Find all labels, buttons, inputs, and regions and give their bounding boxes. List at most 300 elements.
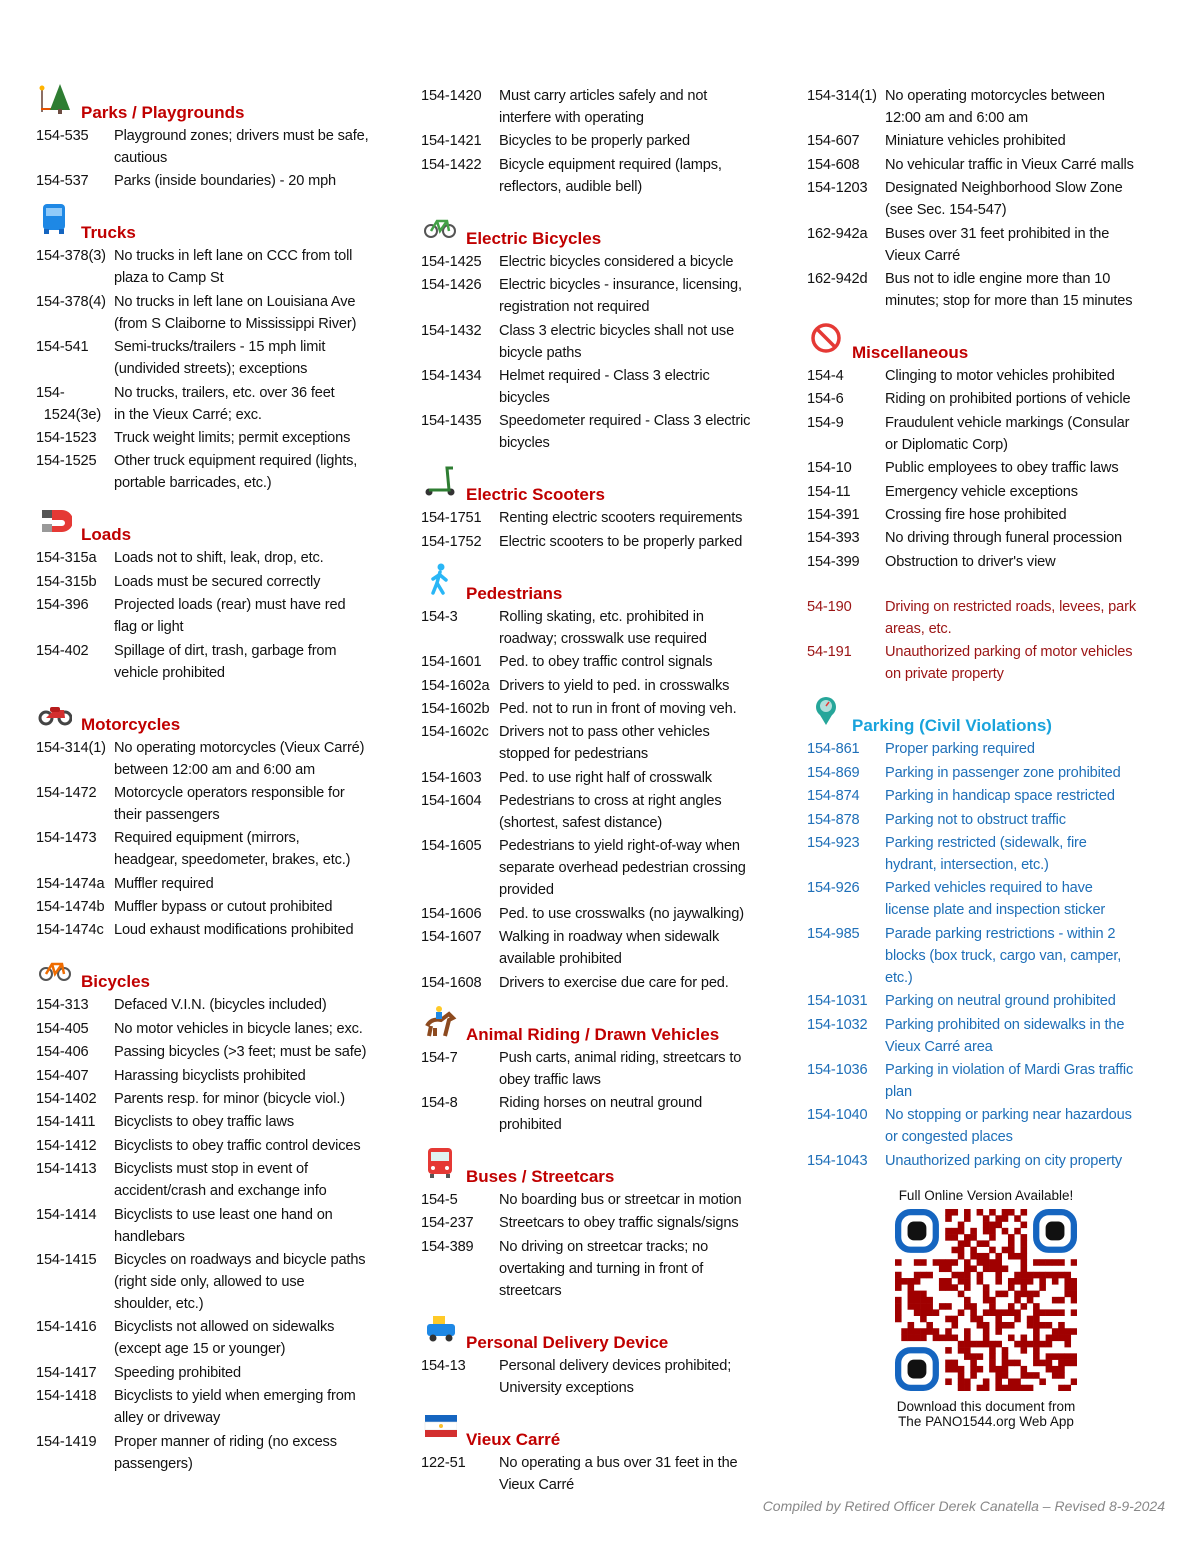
pedestrian-icon xyxy=(423,563,457,597)
ordinance-code: 154-1602a xyxy=(421,677,490,694)
ordinance-row xyxy=(36,382,401,426)
section-loads xyxy=(36,524,401,683)
section-electric-bicycles xyxy=(421,228,786,455)
ordinance-row xyxy=(421,1212,786,1234)
ordinance-description: No vehicular traffic in Vieux Carré malls xyxy=(885,156,1134,173)
ordinance-row xyxy=(36,737,401,781)
ordinance-code: 54-190 xyxy=(807,599,852,616)
ordinance-code: 154-405 xyxy=(36,1020,89,1037)
ordinance-description: Pedestrians to yield right-of-way when separate overhead pedestrian crossing provided xyxy=(499,838,746,899)
footer-credit: Compiled by Retired Officer Derek Canatella – Revised 8-9-2024 xyxy=(762,1498,1165,1514)
ordinance-description: Ped. not to run in front of moving veh. xyxy=(499,700,737,717)
ordinance-description: Spillage of dirt, trash, garbage from vehicle prohibited xyxy=(114,642,337,681)
ordinance-code: 154-874 xyxy=(807,788,860,805)
ordinance-row xyxy=(807,1014,1172,1058)
section-title: Vieux Carré xyxy=(466,1429,561,1449)
section-miscellaneous xyxy=(807,342,1172,686)
ordinance-description: Passing bicycles (>3 feet; must be safe) xyxy=(114,1044,367,1061)
ordinance-code: 154-985 xyxy=(807,925,860,942)
ordinance-row xyxy=(807,832,1172,876)
ordinance-row xyxy=(807,762,1172,784)
ordinance-code: 154-393 xyxy=(807,530,860,547)
ordinance-code: 154-869 xyxy=(807,764,860,781)
ordinance-row xyxy=(421,767,786,789)
ordinance-description: Renting electric scooters requirements xyxy=(499,510,743,527)
ordinance-row xyxy=(421,130,786,152)
ordinance-row xyxy=(421,835,786,901)
ordinance-description: Parks (inside boundaries) - 20 mph xyxy=(114,173,337,190)
section-heading xyxy=(421,1166,786,1188)
ordinance-code: 154-1474c xyxy=(36,922,104,939)
ordinance-description: Proper manner of riding (no excess passengers) xyxy=(114,1433,337,1472)
ordinance-row xyxy=(36,873,401,895)
ordinance-description: Bicycles on roadways and bicycle paths (right side only, allowed to use shoulder, etc.) xyxy=(114,1251,366,1312)
ordinance-description: Bicyclists to use least one hand on handlebars xyxy=(114,1206,333,1245)
ordinance-row xyxy=(421,790,786,834)
section-heading xyxy=(36,971,401,993)
ordinance-description: Other truck equipment required (lights, portable barricades, etc.) xyxy=(114,453,358,492)
ordinance-row xyxy=(36,1316,401,1360)
qr-code[interactable] xyxy=(895,1209,1077,1391)
section-title: Parking (Civil Violations) xyxy=(852,716,1052,736)
ordinance-description: Bicycles to be properly parked xyxy=(499,133,690,150)
ordinance-description: Parked vehicles required to have license plate and inspection sticker xyxy=(885,880,1106,919)
ordinance-code: 162-942a xyxy=(807,225,868,242)
ordinance-description: Bicyclists to yield when emerging from alley or driveway xyxy=(114,1388,356,1427)
ordinance-description: Defaced V.I.N. (bicycles included) xyxy=(114,997,327,1014)
tree-icon xyxy=(38,82,72,116)
section-continued xyxy=(807,85,1172,312)
ordinance-description: Loads must be secured correctly xyxy=(114,573,321,590)
ordinance-row xyxy=(421,972,786,994)
ordinance-description: Unauthorized parking of motor vehicles on private property xyxy=(885,644,1133,683)
ordinance-description: Drivers to yield to ped. in crosswalks xyxy=(499,677,730,694)
ordinance-code: 154-1420 xyxy=(421,88,482,104)
motorcycle-icon xyxy=(38,694,72,728)
ordinance-code: 154- 1524(3e) xyxy=(36,384,102,423)
section-title: Electric Bicycles xyxy=(466,228,602,248)
ordinance-code: 154-878 xyxy=(807,811,860,828)
ordinance-description: Walking in roadway when sidewalk available prohibited xyxy=(499,929,720,968)
ordinance-row xyxy=(807,1150,1172,1172)
ordinance-code: 154-1603 xyxy=(421,769,482,786)
ordinance-description: Parents resp. for minor (bicycle viol.) xyxy=(114,1091,345,1108)
ordinance-code: 154-406 xyxy=(36,1044,89,1061)
scooter-icon xyxy=(423,464,457,498)
ordinance-description: Buses over 31 feet prohibited in the Vieux Carré xyxy=(885,225,1110,264)
ordinance-code: 154-1416 xyxy=(36,1319,97,1336)
magnet-icon xyxy=(38,504,72,538)
ordinance-row xyxy=(807,551,1172,573)
section-pedestrians xyxy=(421,583,786,994)
ordinance-row xyxy=(36,291,401,335)
ordinance-description: Bus not to idle engine more than 10 minutes; stop for more than 15 minutes xyxy=(885,270,1133,309)
ordinance-row xyxy=(36,1204,401,1248)
ordinance-row xyxy=(36,1018,401,1040)
ordinance-code: 154-1434 xyxy=(421,367,482,384)
ordinance-description: Parade parking restrictions - within 2 blocks (box truck, cargo van, camper, etc.) xyxy=(885,925,1122,986)
ordinance-code: 154-9 xyxy=(807,414,844,431)
section-title: Bicycles xyxy=(81,972,150,992)
ordinance-row xyxy=(421,1092,786,1136)
ordinance-code: 154-1402 xyxy=(36,1091,97,1108)
ordinance-description: Loud exhaust modifications prohibited xyxy=(114,922,354,939)
ordinance-description: Harassing bicyclists prohibited xyxy=(114,1067,306,1084)
ordinance-row xyxy=(807,130,1172,152)
ordinance-row xyxy=(36,170,401,192)
ordinance-row xyxy=(36,1041,401,1063)
ordinance-row xyxy=(36,336,401,380)
ordinance-description: Miniature vehicles prohibited xyxy=(885,133,1066,150)
ordinance-code: 154-1036 xyxy=(807,1061,868,1078)
section-heading xyxy=(421,583,786,605)
ordinance-code: 154-391 xyxy=(807,506,860,523)
ordinance-code: 154-1040 xyxy=(807,1107,868,1124)
section-heading xyxy=(421,1429,786,1451)
section-motorcycles xyxy=(36,714,401,942)
ordinance-code: 154-237 xyxy=(421,1215,474,1232)
ordinance-description: Loads not to shift, leak, drop, etc. xyxy=(114,550,324,567)
ordinance-row xyxy=(36,1362,401,1384)
ordinance-description: Emergency vehicle exceptions xyxy=(885,483,1078,500)
column-3 xyxy=(807,85,1172,1173)
ordinance-description: Ped. to use crosswalks (no jaywalking) xyxy=(499,905,744,922)
ordinance-code: 154-1426 xyxy=(421,277,482,294)
ordinance-description: Unauthorized parking on city property xyxy=(885,1152,1123,1169)
ordinance-code: 154-4 xyxy=(807,367,844,384)
ordinance-code: 154-537 xyxy=(36,173,89,190)
ordinance-row xyxy=(421,651,786,673)
column-1 xyxy=(36,102,401,1476)
ordinance-code: 154-1751 xyxy=(421,510,482,527)
ordinance-code: 154-1602c xyxy=(421,724,489,741)
ordinance-description: Streetcars to obey traffic signals/signs xyxy=(499,1215,739,1232)
ordinance-description: Proper parking required xyxy=(885,741,1035,758)
qr-caption-bottom-1: Download this document from xyxy=(896,1399,1076,1414)
ordinance-row xyxy=(36,1431,401,1475)
ordinance-row xyxy=(807,1059,1172,1103)
section-title: Miscellaneous xyxy=(852,342,969,362)
ordinance-description: Parking in passenger zone prohibited xyxy=(885,764,1121,781)
ordinance-description: Truck weight limits; permit exceptions xyxy=(114,429,351,446)
ordinance-row xyxy=(36,640,401,684)
flag-icon xyxy=(423,1409,457,1443)
ordinance-description: No driving on streetcar tracks; no overtaking and turning in front of streetcars xyxy=(499,1238,709,1299)
ordinance-row xyxy=(807,177,1172,221)
ordinance-code: 154-1473 xyxy=(36,830,97,847)
ordinance-row xyxy=(807,85,1172,129)
ordinance-code: 154-608 xyxy=(807,156,860,173)
ordinance-row xyxy=(421,698,786,720)
ordinance-row xyxy=(807,738,1172,760)
ordinance-code: 162-942d xyxy=(807,270,868,287)
ordinance-description: No trucks in left lane on CCC from toll plaza to Camp St xyxy=(114,248,353,287)
ordinance-row xyxy=(421,531,786,553)
ordinance-description: Parking restricted (sidewalk, fire hydrant, intersection, etc.) xyxy=(885,835,1087,874)
ordinance-row xyxy=(36,594,401,638)
ordinance-row xyxy=(36,782,401,826)
ordinance-row xyxy=(36,1385,401,1429)
ordinance-code: 154-923 xyxy=(807,835,860,852)
section-heading xyxy=(36,222,401,244)
bus-icon xyxy=(423,1146,457,1180)
ordinance-description: Parking in violation of Mardi Gras traffic plan xyxy=(885,1061,1134,1100)
ordinance-code: 154-1032 xyxy=(807,1016,868,1033)
section-title: Trucks xyxy=(81,223,136,243)
ordinance-description: Drivers to exercise due care for ped. xyxy=(499,974,729,991)
ordinance-description: Electric scooters to be properly parked xyxy=(499,533,743,550)
ordinance-code: 154-1607 xyxy=(421,929,482,946)
ordinance-code: 154-1602b xyxy=(421,700,490,717)
ordinance-row xyxy=(36,919,401,941)
ordinance-row xyxy=(807,877,1172,921)
ordinance-row xyxy=(36,571,401,593)
ordinance-code: 154-396 xyxy=(36,597,89,614)
ordinance-code: 154-1419 xyxy=(36,1433,97,1450)
ordinance-code: 154-1608 xyxy=(421,974,482,991)
ordinance-code: 154-1031 xyxy=(807,993,868,1010)
ordinance-code: 154-389 xyxy=(421,1238,474,1255)
ordinance-code: 154-1203 xyxy=(807,180,868,197)
section-heading xyxy=(421,484,786,506)
ordinance-row xyxy=(36,994,401,1016)
section-title: Motorcycles xyxy=(81,714,181,734)
ordinance-row xyxy=(36,1249,401,1315)
ordinance-row xyxy=(807,481,1172,503)
ordinance-code: 154-926 xyxy=(807,880,860,897)
ordinance-row xyxy=(807,268,1172,312)
ordinance-description: Bicycle equipment required (lamps, reflectors, audible bell) xyxy=(499,156,722,195)
qr-block xyxy=(807,1188,1165,1429)
ordinance-description: Parking prohibited on sidewalks in the Vieux Carré area xyxy=(885,1016,1125,1055)
horse-rider-icon xyxy=(423,1004,457,1038)
ordinance-row xyxy=(421,903,786,925)
section-heading xyxy=(807,342,1172,364)
ordinance-description: Clinging to motor vehicles prohibited xyxy=(885,367,1115,384)
ordinance-row xyxy=(36,896,401,918)
ordinance-code: 154-1415 xyxy=(36,1251,97,1268)
ordinance-description: No trucks, trailers, etc. over 36 feet in the Vieux Carré; exc. xyxy=(114,384,335,423)
ordinance-code: 154-402 xyxy=(36,642,89,659)
ordinance-code: 154-6 xyxy=(807,391,844,408)
ordinance-row xyxy=(807,785,1172,807)
ordinance-code: 154-407 xyxy=(36,1067,89,1084)
ordinance-code: 154-1432 xyxy=(421,322,482,339)
ordinance-code: 154-541 xyxy=(36,339,89,356)
ordinance-row xyxy=(421,1355,786,1399)
ordinance-description: Bicyclists must stop in event of accident/crash and exchange info xyxy=(114,1161,327,1200)
ordinance-code: 54-191 xyxy=(807,644,852,661)
ordinance-code: 154-5 xyxy=(421,1192,458,1209)
ordinance-description: Fraudulent vehicle markings (Consular or Diplomatic Corp) xyxy=(885,414,1130,453)
ordinance-description: No stopping or parking near hazardous or congested places xyxy=(885,1107,1132,1146)
ordinance-row xyxy=(36,427,401,449)
ordinance-code: 154-1414 xyxy=(36,1206,97,1223)
ordinance-description: Rolling skating, etc. prohibited in roadway; crosswalk use required xyxy=(499,608,707,647)
ordinance-code: 154-1604 xyxy=(421,793,482,810)
section-heading xyxy=(36,714,401,736)
ordinance-description: Crossing fire hose prohibited xyxy=(885,506,1067,523)
section-parks-playgrounds xyxy=(36,102,401,192)
ordinance-row xyxy=(36,450,401,494)
ordinance-row xyxy=(807,923,1172,989)
ordinance-code: 154-607 xyxy=(807,133,860,150)
section-title: Loads xyxy=(81,525,132,545)
column-2 xyxy=(421,85,786,1497)
ordinance-code: 154-1474b xyxy=(36,899,105,916)
ordinance-row xyxy=(36,1158,401,1202)
section-title: Electric Scooters xyxy=(466,485,605,505)
ordinance-description: Push carts, animal riding, streetcars to obey traffic laws xyxy=(499,1049,742,1088)
parking-meter-icon xyxy=(809,695,843,729)
ordinance-description: Bicyclists not allowed on sidewalks (except age 15 or younger) xyxy=(114,1319,335,1358)
ordinance-code: 154-378(3) xyxy=(36,248,106,265)
ordinance-row xyxy=(807,365,1172,387)
ordinance-row xyxy=(807,527,1172,549)
section-personal-delivery-device xyxy=(421,1332,786,1399)
section-heading xyxy=(36,102,401,124)
ordinance-code: 154-315a xyxy=(36,550,97,567)
ordinance-description: Bicyclists to obey traffic laws xyxy=(114,1114,294,1131)
ordinance-row xyxy=(421,926,786,970)
ordinance-code: 154-313 xyxy=(36,997,89,1014)
ordinance-row xyxy=(36,1088,401,1110)
ordinance-row xyxy=(421,1189,786,1211)
ordinance-description: Must carry articles safely and not interfere with operating xyxy=(499,88,708,126)
ordinance-code: 154-314(1) xyxy=(807,88,877,104)
ordinance-description: Personal delivery devices prohibited; University exceptions xyxy=(499,1357,732,1396)
section-electric-scooters xyxy=(421,484,786,552)
ordinance-description: Riding on prohibited portions of vehicle xyxy=(885,391,1131,408)
ordinance-row xyxy=(421,1047,786,1091)
section-vieux-carr xyxy=(421,1429,786,1496)
ordinance-description: Riding horses on neutral ground prohibited xyxy=(499,1095,703,1134)
ordinance-description: Projected loads (rear) must have red flag or light xyxy=(114,597,346,636)
ordinance-row xyxy=(421,320,786,364)
section-trucks xyxy=(36,222,401,494)
qr-caption-top: Full Online Version Available! xyxy=(898,1188,1074,1203)
section-heading xyxy=(36,524,401,546)
ordinance-code: 154-1411 xyxy=(36,1114,96,1131)
ordinance-description: No operating motorcycles (Vieux Carré) between 12:00 am and 6:00 am xyxy=(114,739,365,778)
section-buses-streetcars xyxy=(421,1166,786,1302)
ordinance-description: Muffler bypass or cutout prohibited xyxy=(114,899,333,916)
ordinance-code: 154-1474a xyxy=(36,875,105,892)
ordinance-code: 154-8 xyxy=(421,1095,458,1112)
ordinance-row xyxy=(36,1135,401,1157)
qr-caption-bottom-2: The PANO1544.org Web App xyxy=(898,1414,1074,1429)
ordinance-row xyxy=(36,1065,401,1087)
ordinance-code: 154-10 xyxy=(807,460,852,477)
spacer xyxy=(807,574,1172,596)
ordinance-description: Ped. to obey traffic control signals xyxy=(499,654,713,671)
ordinance-row xyxy=(421,507,786,529)
ordinance-row xyxy=(807,388,1172,410)
ordinance-code: 154-13 xyxy=(421,1357,466,1374)
ordinance-row xyxy=(807,1104,1172,1148)
ordinance-code: 154-535 xyxy=(36,128,89,144)
ordinance-code: 154-1601 xyxy=(421,654,482,671)
ordinance-code: 154-3 xyxy=(421,608,458,625)
ordinance-code: 154-1421 xyxy=(421,133,482,150)
section-heading xyxy=(421,1024,786,1046)
section-title: Animal Riding / Drawn Vehicles xyxy=(466,1024,720,1044)
ordinance-code: 154-1752 xyxy=(421,533,482,550)
ordinance-description: No operating motorcycles between 12:00 am and 6:00 am xyxy=(885,88,1105,126)
ordinance-code: 154-1523 xyxy=(36,429,97,446)
ordinance-code: 154-861 xyxy=(807,741,860,758)
ordinance-code: 154-1043 xyxy=(807,1152,868,1169)
ordinance-description: Parking not to obstruct traffic xyxy=(885,811,1066,828)
ordinance-code: 154-399 xyxy=(807,553,860,570)
ordinance-row xyxy=(421,1236,786,1302)
ordinance-description: Drivers not to pass other vehicles stopped for pedestrians xyxy=(499,724,710,763)
ordinance-description: No boarding bus or streetcar in motion xyxy=(499,1192,742,1209)
ordinance-row xyxy=(421,1452,786,1496)
section-title: Pedestrians xyxy=(466,583,563,603)
ordinance-row xyxy=(36,1111,401,1133)
ordinance-row xyxy=(421,410,786,454)
section-bicycles xyxy=(36,971,401,1474)
ordinance-code: 154-7 xyxy=(421,1049,458,1066)
ordinance-row xyxy=(421,251,786,273)
ordinance-row xyxy=(807,457,1172,479)
ordinance-description: Helmet required - Class 3 electric bicycles xyxy=(499,367,710,406)
ordinance-code: 154-1472 xyxy=(36,784,97,801)
electric-bicycle-icon xyxy=(423,208,457,242)
ordinance-description: No motor vehicles in bicycle lanes; exc. xyxy=(114,1020,363,1037)
ordinance-row xyxy=(807,596,1172,640)
ordinance-description: No driving through funeral procession xyxy=(885,530,1123,547)
ordinance-description: Playground zones; drivers must be safe, cautious xyxy=(114,128,369,166)
ordinance-row xyxy=(807,641,1172,685)
ordinance-description: Driving on restricted roads, levees, park areas, etc. xyxy=(885,599,1136,638)
ordinance-row xyxy=(807,154,1172,176)
section-animal-riding-drawn-vehicles xyxy=(421,1024,786,1136)
ordinance-row xyxy=(421,274,786,318)
ordinance-description: No trucks in left lane on Louisiana Ave (from S Claiborne to Mississippi River) xyxy=(114,293,357,332)
ordinance-code: 154-1422 xyxy=(421,156,482,173)
section-continued xyxy=(421,85,786,198)
ordinance-code: 154-11 xyxy=(807,483,851,500)
ordinance-row xyxy=(421,606,786,650)
ordinance-row xyxy=(807,504,1172,526)
ordinance-description: Electric bicycles considered a bicycle xyxy=(499,253,734,270)
ordinance-code: 154-1418 xyxy=(36,1388,97,1405)
ordinance-code: 154-1417 xyxy=(36,1364,97,1381)
delivery-device-icon xyxy=(423,1312,457,1346)
bicycle-icon xyxy=(38,951,72,985)
ordinance-description: Muffler required xyxy=(114,875,214,892)
ordinance-description: Required equipment (mirrors, headgear, speedometer, brakes, etc.) xyxy=(114,830,351,869)
ordinance-description: No operating a bus over 31 feet in the Vieux Carré xyxy=(499,1454,738,1493)
ordinance-description: Class 3 electric bicycles shall not use bicycle paths xyxy=(499,322,735,361)
ordinance-code: 154-1435 xyxy=(421,413,482,430)
ordinance-code: 154-314(1) xyxy=(36,739,106,756)
ordinance-code: 154-1412 xyxy=(36,1137,97,1154)
ordinance-description: Obstruction to driver's view xyxy=(885,553,1056,570)
ordinance-row xyxy=(36,547,401,569)
ordinance-description: Pedestrians to cross at right angles (shortest, safest distance) xyxy=(499,793,722,832)
ordinance-row xyxy=(807,809,1172,831)
truck-icon xyxy=(38,202,72,236)
ordinance-row xyxy=(36,125,401,169)
section-title: Parks / Playgrounds xyxy=(81,103,245,122)
ordinance-description: Electric bicycles - insurance, licensing, registration not required xyxy=(499,277,742,316)
ordinance-code: 122-51 xyxy=(421,1454,466,1471)
ordinance-code: 154-378(4) xyxy=(36,293,106,310)
ordinance-row xyxy=(421,85,786,129)
